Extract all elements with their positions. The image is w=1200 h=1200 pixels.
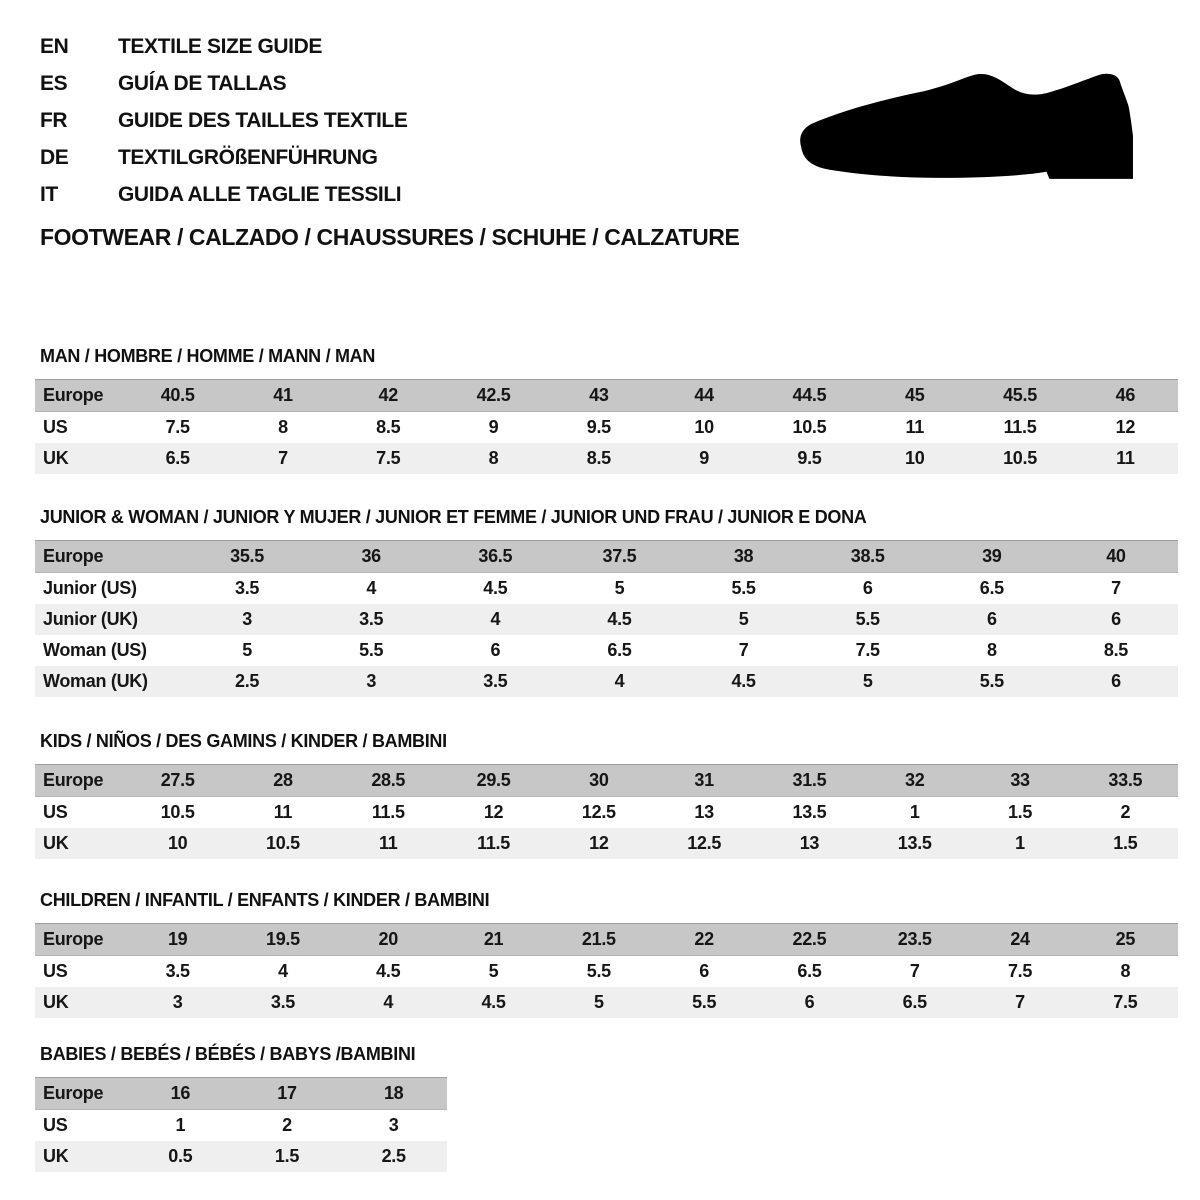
size-value: 20: [378, 929, 398, 949]
size-value: 5.5: [359, 640, 384, 660]
row-label: Junior (UK): [43, 609, 138, 629]
size-value: 40.5: [160, 385, 195, 405]
size-value: 9.5: [797, 448, 822, 468]
size-value: 1: [909, 802, 920, 822]
size-value: 1.5: [1113, 833, 1138, 853]
size-value: 36: [361, 546, 381, 566]
size-value: 25: [1115, 929, 1136, 949]
size-value: 7: [1015, 992, 1025, 1012]
size-value: 6.5: [165, 448, 190, 468]
size-value: 12: [483, 802, 504, 822]
language-row-fr: [40, 102, 407, 139]
size-value: 42.5: [476, 385, 511, 405]
size-value: 3: [366, 671, 377, 691]
size-value: 4: [366, 578, 377, 598]
size-value: 43: [589, 385, 609, 405]
size-value: 11.5: [371, 802, 405, 822]
size-value: 10: [694, 417, 714, 437]
size-value: 30: [589, 770, 609, 790]
size-value: 6: [490, 640, 501, 660]
size-value: 10.5: [792, 417, 827, 437]
size-value: 46: [1115, 385, 1136, 405]
language-title: GUIDE DES TAILLES TEXTILE: [118, 108, 408, 132]
size-value: 7.5: [376, 448, 401, 468]
size-value: 22: [694, 929, 714, 949]
size-value: 21: [483, 929, 504, 949]
size-value: 4.5: [731, 671, 756, 691]
size-table-section-children: [35, 890, 1178, 1018]
size-value: 4.5: [376, 961, 401, 981]
region-header-row: [35, 1078, 447, 1110]
size-value: 5.5: [731, 578, 756, 598]
size-value: 11.5: [477, 833, 510, 853]
size-value: 45: [905, 385, 925, 405]
size-value: 44.5: [792, 385, 827, 405]
size-value: 3: [388, 1115, 399, 1135]
size-value: 3.5: [359, 609, 384, 629]
size-value: 32: [905, 770, 925, 790]
size-value: 4.5: [607, 609, 632, 629]
size-value: 7: [1111, 578, 1121, 598]
size-value: 8: [488, 448, 499, 468]
size-value: 12: [589, 833, 609, 853]
size-value: 31.5: [792, 770, 827, 790]
size-value: 36.5: [478, 546, 513, 566]
size-value: 39: [982, 546, 1002, 566]
size-value: 3.5: [270, 992, 295, 1012]
row-label: UK: [43, 448, 69, 468]
size-value: 3.5: [235, 578, 260, 598]
size-table-section-man: [35, 346, 1178, 474]
size-value: 5: [738, 609, 749, 629]
size-value: 3.5: [483, 671, 508, 691]
size-table-children: [35, 923, 1178, 1018]
section-title: BABIES / BEBÉS / BÉBÉS / BABYS /BAMBINI: [40, 1044, 416, 1064]
size-value: 6: [1111, 609, 1121, 629]
size-value: 11: [905, 417, 924, 437]
language-title: TEXTILGRÖßENFÜHRUNG: [118, 145, 378, 169]
size-value: 38: [733, 546, 754, 566]
size-value: 10.5: [266, 833, 300, 853]
size-value: 35.5: [230, 546, 264, 566]
section-title: CHILDREN / INFANTIL / ENFANTS / KINDER / BAMBINI: [40, 890, 490, 910]
row-label: Europe: [43, 1083, 104, 1103]
language-title: TEXTILE SIZE GUIDE: [118, 34, 322, 58]
language-code: FR: [40, 108, 68, 132]
size-table-section-junior-woman: [35, 507, 1178, 697]
size-value: 6: [862, 578, 873, 598]
row-label: US: [43, 417, 68, 437]
size-value: 40: [1106, 546, 1126, 566]
size-value: 1.5: [274, 1146, 300, 1166]
region-header-row: [35, 380, 1178, 412]
size-value: 19: [167, 929, 188, 949]
size-value: 33: [1010, 770, 1030, 790]
size-value: 1: [175, 1115, 186, 1135]
row-label: Europe: [43, 929, 104, 949]
size-value: 10.5: [160, 802, 195, 822]
size-value: 18: [383, 1083, 404, 1103]
row-label: Europe: [43, 546, 104, 566]
size-value: 8.5: [586, 448, 611, 468]
size-row: [35, 987, 1178, 1018]
size-value: 28: [273, 770, 293, 790]
row-label: Woman (UK): [43, 671, 148, 691]
size-value: 13.5: [897, 833, 932, 853]
row-label: Europe: [43, 385, 104, 405]
size-row: [35, 1110, 447, 1142]
size-value: 42: [378, 385, 398, 405]
size-value: 5: [242, 640, 252, 660]
language-title: GUIDA ALLE TAGLIE TESSILI: [118, 182, 402, 206]
size-table-kids: [35, 764, 1178, 859]
size-value: 0.5: [168, 1146, 193, 1166]
size-value: 22.5: [792, 929, 827, 949]
size-value: 8.5: [376, 417, 401, 437]
size-value: 6: [699, 961, 709, 981]
language-code: ES: [40, 71, 68, 95]
language-row-en: [40, 28, 407, 65]
size-value: 8: [986, 640, 997, 660]
size-table-section-babies: [35, 1044, 1178, 1172]
size-value: 5.5: [855, 609, 880, 629]
size-value: 5: [488, 961, 499, 981]
section-title: JUNIOR & WOMAN / JUNIOR Y MUJER / JUNIOR ET FEMME / JUNIOR UND FRAU / JUNIOR E DONA: [40, 507, 867, 527]
size-value: 6.5: [902, 992, 927, 1012]
size-value: 7.5: [165, 417, 190, 437]
size-value: 16: [170, 1083, 191, 1103]
size-value: 2: [1120, 802, 1131, 822]
size-row: [35, 604, 1178, 635]
size-row: [35, 956, 1178, 988]
size-value: 7.5: [855, 640, 880, 660]
language-row-de: [40, 139, 407, 176]
size-value: 19.5: [266, 929, 300, 949]
size-value: 27.5: [160, 770, 195, 790]
size-value: 1.5: [1007, 802, 1033, 822]
size-value: 11.5: [1003, 417, 1037, 437]
region-header-row: [35, 765, 1178, 797]
size-value: 10: [905, 448, 925, 468]
size-value: 5.5: [586, 961, 611, 981]
size-table-man: [35, 379, 1178, 474]
size-value: 6.5: [797, 961, 822, 981]
language-title-list: [40, 28, 407, 213]
size-value: 6.5: [979, 578, 1004, 598]
size-value: 6: [986, 609, 997, 629]
size-row: [35, 573, 1178, 605]
row-label: UK: [43, 992, 69, 1012]
size-value: 3.5: [165, 961, 190, 981]
size-table-junior-woman: [35, 540, 1178, 697]
size-value: 5: [593, 992, 604, 1012]
size-value: 2.5: [235, 671, 260, 691]
size-value: 12.5: [687, 833, 722, 853]
size-row: [35, 635, 1178, 666]
size-value: 23.5: [897, 929, 932, 949]
size-value: 41: [273, 385, 293, 405]
size-value: 9.5: [586, 417, 611, 437]
language-row-es: [40, 65, 407, 102]
language-title: GUÍA DE TALLAS: [118, 71, 287, 95]
region-header-row: [35, 924, 1178, 956]
size-value: 11: [273, 802, 293, 822]
size-value: 31: [694, 770, 714, 790]
size-value: 4: [278, 961, 288, 981]
size-value: 5.5: [692, 992, 717, 1012]
language-code: EN: [40, 34, 69, 58]
size-value: 37.5: [602, 546, 637, 566]
size-value: 29.5: [476, 770, 511, 790]
size-value: 1: [1015, 833, 1025, 853]
size-value: 45.5: [1003, 385, 1037, 405]
size-value: 6: [1111, 671, 1121, 691]
size-value: 8.5: [1103, 640, 1128, 660]
size-value: 4: [383, 992, 394, 1012]
section-title: MAN / HOMBRE / HOMME / MANN / MAN: [40, 346, 376, 366]
size-value: 44: [694, 385, 714, 405]
size-row: [35, 443, 1178, 474]
size-value: 7.5: [1113, 992, 1138, 1012]
size-value: 28.5: [371, 770, 406, 790]
size-value: 9: [699, 448, 709, 468]
row-label: US: [43, 802, 68, 822]
size-value: 12.5: [581, 802, 616, 822]
size-value: 17: [277, 1083, 297, 1103]
size-table-babies: [35, 1077, 447, 1172]
row-label: Europe: [43, 770, 104, 790]
size-value: 7.5: [1007, 961, 1033, 981]
row-label: Woman (US): [43, 640, 147, 660]
size-value: 6: [804, 992, 815, 1012]
row-label: UK: [43, 1146, 69, 1166]
size-value: 13: [694, 802, 714, 822]
size-value: 5: [614, 578, 625, 598]
size-row: [35, 1141, 447, 1172]
size-value: 21.5: [581, 929, 616, 949]
size-value: 10: [167, 833, 188, 853]
size-value: 2.5: [381, 1146, 406, 1166]
size-value: 7: [738, 640, 749, 660]
size-value: 13.5: [792, 802, 827, 822]
row-label: US: [43, 1115, 68, 1135]
size-value: 11: [379, 833, 398, 853]
size-value: 10.5: [1003, 448, 1037, 468]
size-value: 12: [1115, 417, 1136, 437]
size-value: 33.5: [1108, 770, 1143, 790]
size-row: [35, 412, 1178, 444]
size-value: 3: [172, 992, 183, 1012]
size-row: [35, 828, 1178, 859]
region-header-row: [35, 541, 1178, 573]
size-value: 4: [490, 609, 501, 629]
size-value: 4.5: [483, 578, 508, 598]
size-value: 5.5: [979, 671, 1004, 691]
size-value: 8: [1120, 961, 1131, 981]
size-table-section-kids: [35, 731, 1178, 859]
row-label: US: [43, 961, 68, 981]
size-row: [35, 666, 1178, 697]
shoe-icon: [799, 68, 1135, 186]
size-value: 7: [909, 961, 920, 981]
size-row: [35, 797, 1178, 829]
size-value: 38.5: [850, 546, 885, 566]
size-value: 8: [278, 417, 288, 437]
category-line: FOOTWEAR / CALZADO / CHAUSSURES / SCHUHE / CALZATURE: [40, 224, 740, 250]
size-value: 6.5: [607, 640, 632, 660]
size-value: 2: [282, 1115, 292, 1135]
row-label: Junior (US): [43, 578, 137, 598]
language-code: IT: [40, 182, 58, 206]
size-value: 4: [614, 671, 625, 691]
size-value: 5: [862, 671, 873, 691]
size-value: 13: [799, 833, 820, 853]
size-value: 24: [1010, 929, 1030, 949]
size-value: 9: [488, 417, 499, 437]
size-value: 3: [242, 609, 252, 629]
language-code: DE: [40, 145, 69, 169]
section-title: KIDS / NIÑOS / DES GAMINS / KINDER / BAMBINI: [40, 731, 447, 751]
row-label: UK: [43, 833, 69, 853]
language-row-it: [40, 176, 407, 213]
size-value: 4.5: [481, 992, 506, 1012]
size-value: 7: [278, 448, 288, 468]
size-value: 11: [1116, 448, 1135, 468]
